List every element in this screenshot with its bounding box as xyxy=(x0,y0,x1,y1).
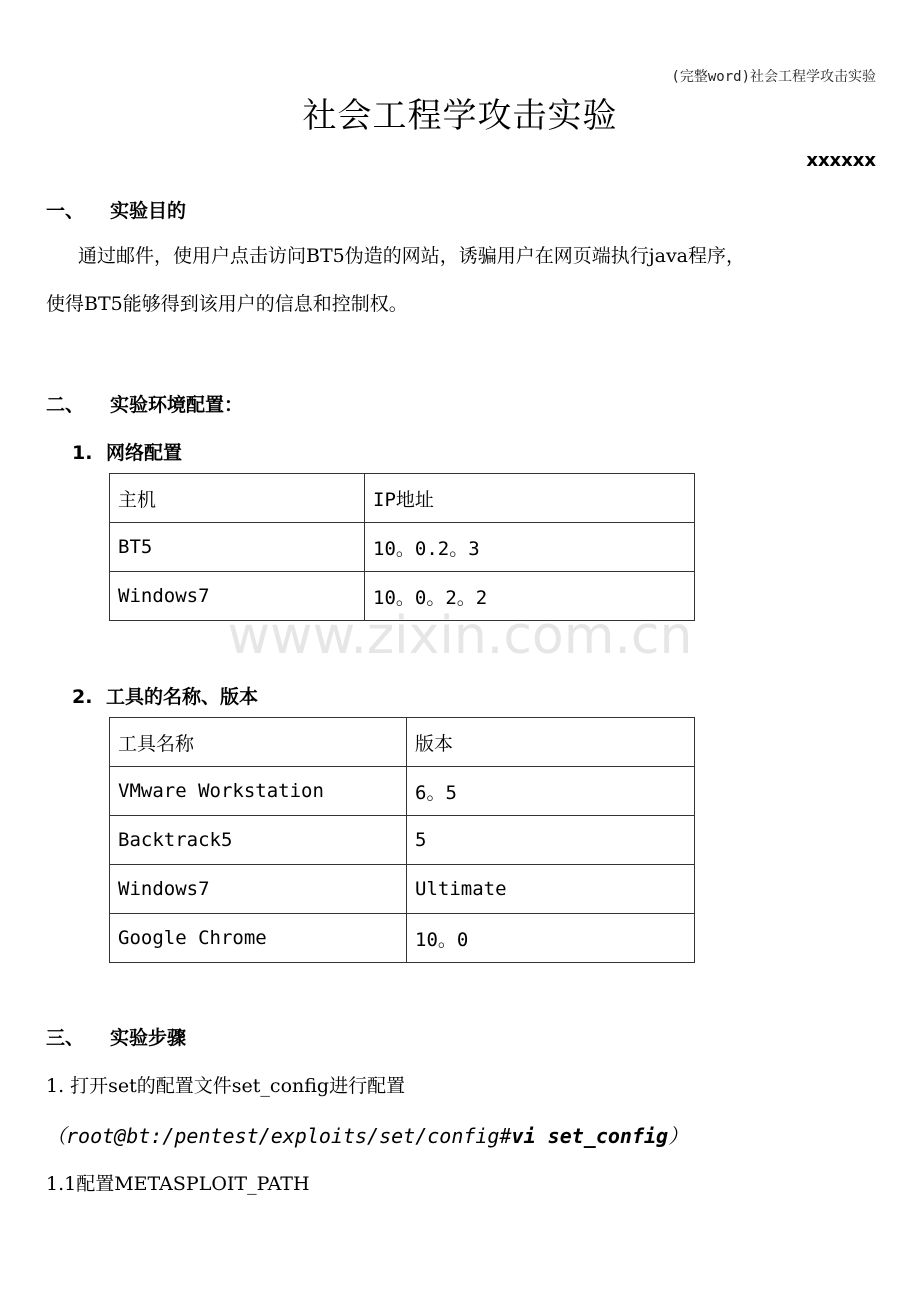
table-header-cell: 版本 xyxy=(407,718,695,767)
table-cell: BT5 xyxy=(110,523,365,572)
table-cell: Windows7 xyxy=(110,572,365,621)
subheading-number: 1. xyxy=(72,442,93,464)
subheading-number: 2. xyxy=(72,686,93,708)
table-row xyxy=(110,816,695,865)
author: xxxxxx xyxy=(806,150,876,171)
section-title: 实验环境配置： xyxy=(110,394,244,416)
command-open-paren: （ xyxy=(46,1124,66,1148)
step-1: 1. 打开set的配置文件set_config进行配置 xyxy=(46,1075,406,1097)
table-cell: VMware Workstation xyxy=(110,767,407,816)
table-cell: Ultimate xyxy=(407,865,695,914)
tools-table xyxy=(109,717,695,963)
table-cell: Windows7 xyxy=(110,865,407,914)
table-cell: 10。0。2。2 xyxy=(365,572,695,621)
section-number: 二、 xyxy=(46,394,85,416)
section-heading-environment xyxy=(46,390,243,417)
step-1-1: 1.1配置METASPLOIT_PATH xyxy=(46,1173,310,1195)
section-title: 实验目的 xyxy=(110,200,187,222)
table-row xyxy=(110,572,695,621)
subheading-network xyxy=(72,438,182,465)
command-close-paren: ） xyxy=(668,1124,689,1148)
table-header-row xyxy=(110,474,695,523)
table-cell: 10。0 xyxy=(407,914,695,963)
table-cell: Backtrack5 xyxy=(110,816,407,865)
table-row xyxy=(110,914,695,963)
section-heading-purpose xyxy=(46,196,186,223)
table-cell: 6。5 xyxy=(407,767,695,816)
header-note: (完整word)社会工程学攻击实验 xyxy=(671,69,876,85)
purpose-paragraph xyxy=(46,232,896,328)
section-number: 三、 xyxy=(46,1027,85,1049)
command-line xyxy=(46,1120,688,1149)
section-title: 实验步骤 xyxy=(110,1027,187,1049)
purpose-line-1: 通过邮件，使用户点击访问BT5伪造的网站，诱骗用户在网页端执行java程序， xyxy=(78,245,746,267)
document-title: 社会工程学攻击实验 xyxy=(302,96,618,136)
purpose-line-2: 使得BT5能够得到该用户的信息和控制权。 xyxy=(46,293,408,315)
table-header-cell: IP地址 xyxy=(365,474,695,523)
table-row xyxy=(110,767,695,816)
table-row xyxy=(110,865,695,914)
command-text: vi set_config xyxy=(511,1124,669,1148)
table-cell: 10。0.2。3 xyxy=(365,523,695,572)
watermark: www.zixin.com.cn xyxy=(227,606,693,666)
subheading-title: 网络配置 xyxy=(106,442,183,464)
section-number: 一、 xyxy=(46,200,85,222)
table-header-cell: 主机 xyxy=(110,474,365,523)
table-cell: Google Chrome xyxy=(110,914,407,963)
table-row xyxy=(110,523,695,572)
table-header-cell: 工具名称 xyxy=(110,718,407,767)
subheading-title: 工具的名称、版本 xyxy=(106,686,259,708)
command-prompt-path: root@bt:/pentest/exploits/set/config# xyxy=(66,1124,512,1148)
network-config-table xyxy=(109,473,695,621)
subheading-tools xyxy=(72,682,258,709)
table-cell: 5 xyxy=(407,816,695,865)
table-header-row xyxy=(110,718,695,767)
section-heading-steps xyxy=(46,1023,186,1050)
